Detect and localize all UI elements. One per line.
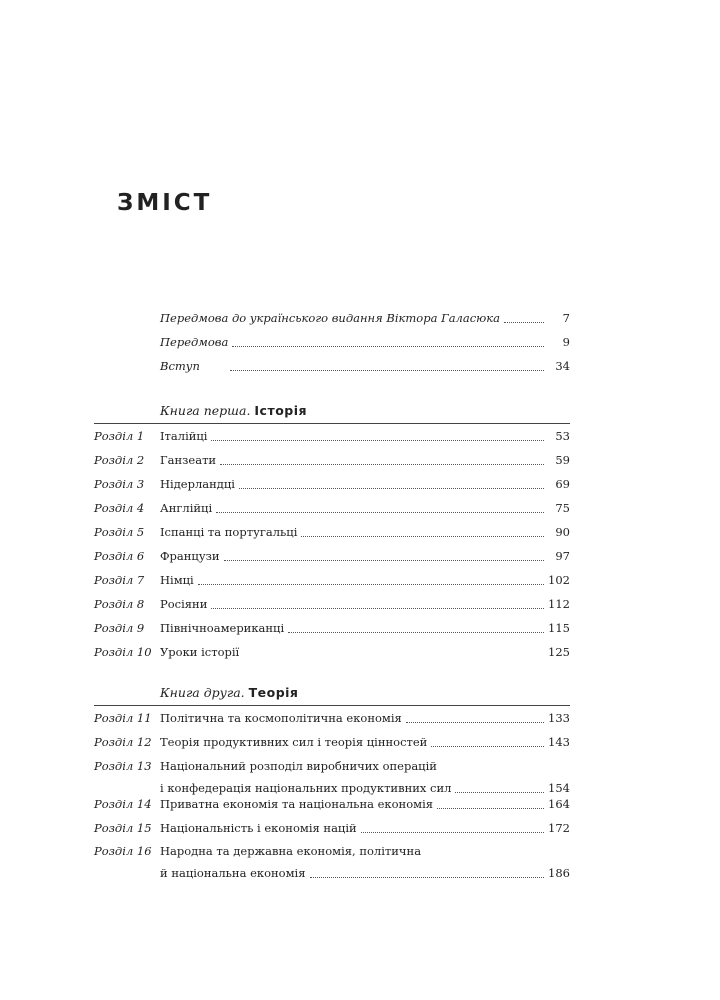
book-two-heading	[160, 685, 298, 700]
chapter-label: Розділ 9	[94, 621, 145, 635]
book-one-heading	[160, 403, 307, 418]
entry-title: Росіяни	[160, 597, 208, 611]
entry-page: 172	[548, 821, 570, 835]
divider-rule	[94, 423, 570, 424]
chapter-label: Розділ 12	[94, 735, 152, 749]
entry-page: 7	[562, 311, 570, 325]
entry-page: 69	[555, 477, 570, 491]
entry-page: 164	[548, 797, 570, 811]
chapter-label: Розділ 10	[94, 645, 152, 659]
entry-title: Вступ	[160, 359, 200, 373]
entry-page: 53	[555, 429, 570, 443]
dot-leader	[211, 607, 544, 609]
entry-page: 75	[555, 501, 570, 515]
chapter-label: Розділ 8	[94, 597, 145, 611]
dot-leader	[211, 439, 544, 441]
dot-leader	[455, 791, 544, 793]
chapter-label: Розділ 7	[94, 573, 145, 587]
dot-leader	[239, 487, 544, 489]
entry-title: Національність і економія націй	[160, 821, 357, 835]
entry-page: 186	[548, 866, 570, 880]
divider-rule	[94, 705, 570, 706]
book-two-label: Книга друга.	[160, 685, 245, 700]
dot-leader	[504, 321, 544, 323]
chapter-label: Розділ 15	[94, 821, 152, 835]
chapter-label: Розділ 6	[94, 549, 145, 563]
entry-title: Уроки історії	[160, 645, 240, 659]
entry-page: 112	[548, 597, 570, 611]
dot-leader	[310, 876, 545, 878]
chapter-label: Розділ 11	[94, 711, 152, 725]
entry-title: Теорія продуктивних сил і теорія цінностей	[160, 735, 428, 749]
dot-leader	[437, 807, 544, 809]
entry-title: Політична та космополітична економія	[160, 711, 402, 725]
chapter-label: Розділ 13	[94, 759, 152, 773]
dot-leader	[288, 631, 544, 633]
dot-leader	[361, 831, 544, 833]
entry-page: 115	[548, 621, 570, 635]
entry-title: Французи	[160, 549, 220, 563]
book-two-title: Теорія	[248, 685, 299, 700]
entry-title: Ганзеати	[160, 453, 217, 467]
entry-title: Італійці	[160, 429, 208, 443]
entry-page: 90	[555, 525, 570, 539]
entry-title: Німці	[160, 573, 194, 587]
entry-title: Передмова до українського видання Віктора Галасюка	[160, 311, 501, 325]
dot-leader	[230, 369, 544, 371]
dot-leader	[224, 559, 544, 561]
entry-page: 102	[548, 573, 570, 587]
entry-title-line1: Національний розподіл виробничих операцій	[160, 759, 437, 773]
entry-title: Приватна економія та національна економія	[160, 797, 434, 811]
dot-leader	[431, 745, 544, 747]
entry-page: 34	[555, 359, 570, 373]
dot-leader	[232, 345, 544, 347]
entry-title: й національна економія	[160, 866, 306, 880]
dot-leader	[198, 583, 544, 585]
entry-page: 9	[562, 335, 570, 349]
dot-leader	[220, 463, 544, 465]
entry-page: 133	[548, 711, 570, 725]
chapter-label: Розділ 5	[94, 525, 145, 539]
chapter-label: Розділ 4	[94, 501, 145, 515]
entry-title: Англійці	[160, 501, 213, 515]
entry-title: Північноамериканці	[160, 621, 285, 635]
entry-page: 97	[555, 549, 570, 563]
dot-leader	[406, 721, 544, 723]
entry-title: і конфедерація національних продуктивних сил	[160, 781, 452, 795]
chapter-label: Розділ 2	[94, 453, 145, 467]
entry-page: 59	[555, 453, 570, 467]
book-one-title: Історія	[254, 403, 308, 418]
entry-title: Передмова	[160, 335, 229, 349]
entry-page: 143	[548, 735, 570, 749]
book-one-label: Книга перша.	[160, 403, 251, 418]
dot-leader	[301, 535, 544, 537]
page-title: ЗМІСТ	[117, 190, 213, 216]
dot-leader	[216, 511, 544, 513]
entry-page: 154	[548, 781, 570, 795]
chapter-label: Розділ 3	[94, 477, 145, 491]
entry-title: Іспанці та португальці	[160, 525, 298, 539]
entry-title: Нідерландці	[160, 477, 235, 491]
chapter-label: Розділ 1	[94, 429, 145, 443]
entry-page: 125	[548, 645, 570, 659]
chapter-label: Розділ 16	[94, 844, 152, 858]
entry-title-line1: Народна та державна економія, політична	[160, 844, 422, 858]
chapter-label: Розділ 14	[94, 797, 152, 811]
